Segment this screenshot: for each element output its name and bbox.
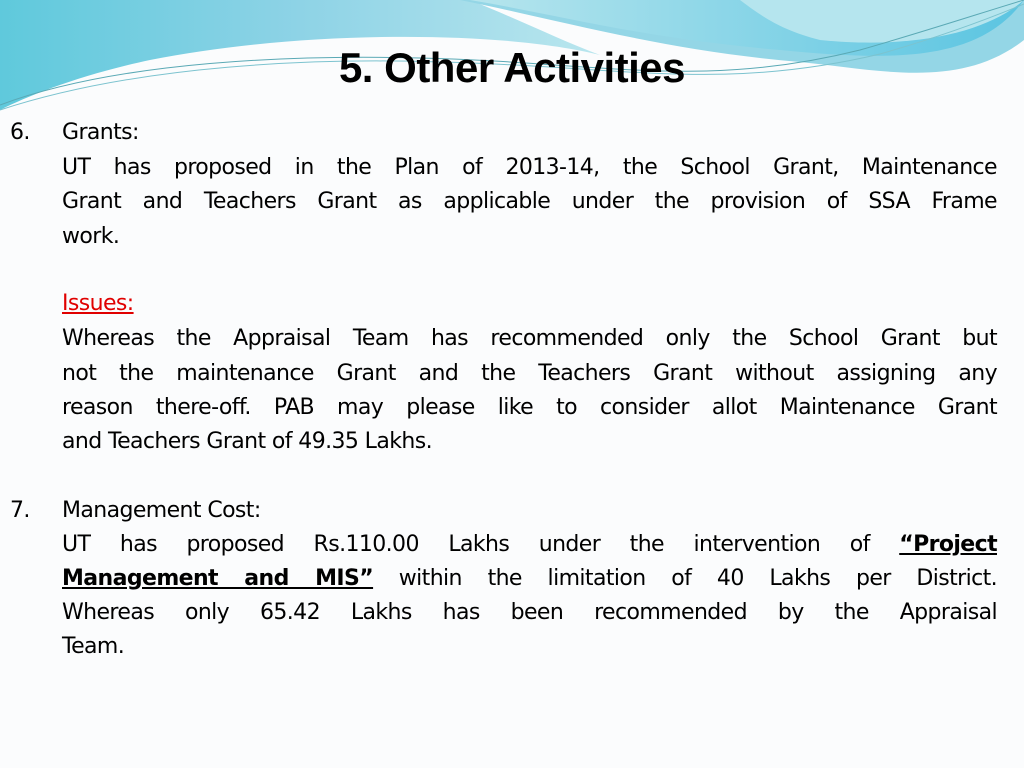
item-7-heading: Management Cost: [62, 498, 261, 523]
management-text: within the limitation of 40 Lakhs per District. [373, 566, 998, 591]
item-6-number: 6. [10, 120, 30, 145]
project-management-emphasis: “Project [899, 532, 997, 557]
item-7-number: 7. [10, 498, 30, 523]
issues-label: Issues: [62, 291, 134, 316]
management-line: Whereas only 65.42 Lakhs has been recommended by the Appraisal [62, 600, 997, 625]
project-management-emphasis: Management and MIS” [62, 566, 374, 591]
slide-title: 5. Other Activities [338, 44, 686, 91]
issues-line: not the maintenance Grant and the Teachers Grant without assigning any [62, 361, 997, 386]
issues-line: Whereas the Appraisal Team has recommended only the School Grant but [62, 326, 997, 351]
issues-line: reason there-off. PAB may please like to consider allot Maintenance Grant [62, 395, 997, 420]
grants-line: UT has proposed in the Plan of 2013-14, the School Grant, Maintenance [62, 155, 997, 180]
grants-line: work. [62, 224, 120, 249]
item-6-heading: Grants: [62, 120, 139, 145]
grants-line: Grant and Teachers Grant as applicable under the provision of SSA Frame [62, 189, 997, 214]
management-text: UT has proposed Rs.110.00 Lakhs under the intervention of [62, 532, 900, 557]
management-line [62, 528, 997, 562]
management-line [62, 562, 997, 596]
management-line: Team. [62, 634, 125, 659]
issues-line: and Teachers Grant of 49.35 Lakhs. [62, 429, 432, 454]
